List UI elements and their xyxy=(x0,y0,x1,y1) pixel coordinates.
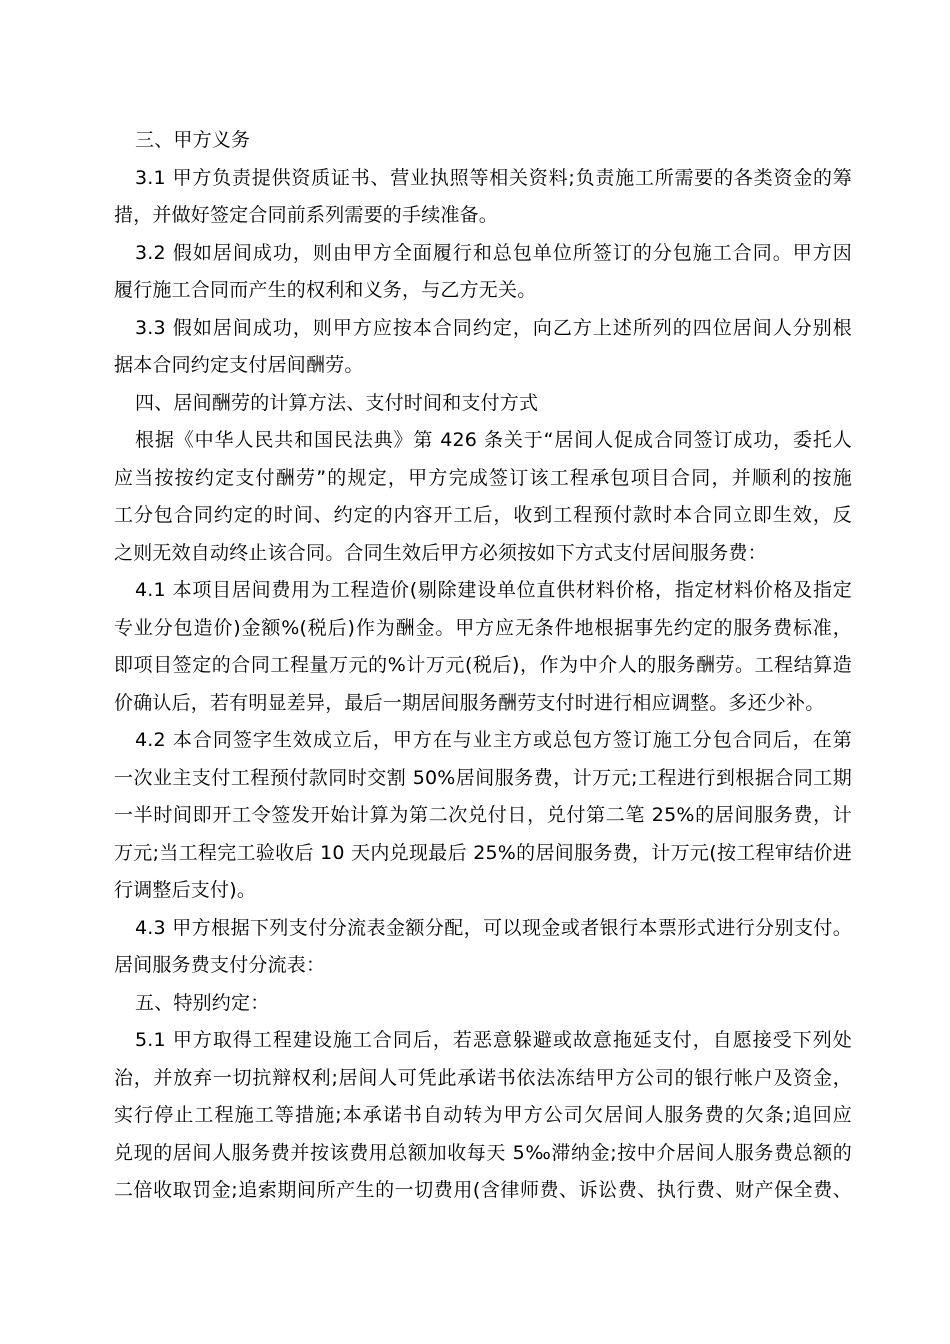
paragraph-line: 工分包合同约定的时间、约定的内容开工后，收到工程预付款时本合同立即生效，反 xyxy=(114,504,852,526)
section-heading-special-agreements: 五、特别约定： xyxy=(135,991,270,1014)
paragraph-line: 5.1 甲方取得工程建设施工合同后，若恶意躲避或故意拖延支付，自愿接受下列处 xyxy=(135,1029,852,1051)
paragraph-line: 3.3 假如居间成功，则甲方应按本合同约定，向乙方上述所列的四位居间人分别根 xyxy=(135,316,852,339)
paragraph-line: 一半时间即开工令签发开始计算为第二次兑付日，兑付第二笔 25%的居间服务费，计 xyxy=(114,804,852,826)
paragraph-line: 万元;当工程完工验收后 10 天内兑现最后 25%的居间服务费，计万元(按工程审结价进 xyxy=(114,841,852,864)
paragraph-line: 行调整后支付)。 xyxy=(114,879,257,901)
paragraph-line: 实行停止工程施工等措施;本承诺书自动转为甲方公司欠居间人服务费的欠条;追回应 xyxy=(114,1104,852,1126)
paragraph-line: 居间服务费支付分流表： xyxy=(114,954,326,976)
paragraph-line: 兑现的居间人服务费并按该费用总额加收每天 5‰滞纳金;按中介居间人服务费总额的 xyxy=(114,1141,852,1164)
paragraph-line: 应当按按约定支付酬劳”的规定，甲方完成签订该工程承包项目合同，并顺利的按施 xyxy=(114,466,852,489)
paragraph-line: 价确认后，若有明显差异，最后一期居间服务酬劳支付时进行相应调整。多还少补。 xyxy=(114,691,825,714)
paragraph-line: 4.2 本合同签字生效成立后，甲方在与业主方或总包方签订施工分包合同后，在第 xyxy=(135,729,852,751)
paragraph-line: 即项目签定的合同工程量万元的%计万元(税后)，作为中介人的服务酬劳。工程结算造 xyxy=(114,654,852,676)
section-heading-party-a-obligations: 三、甲方义务 xyxy=(135,129,251,151)
paragraph-line: 据本合同约定支付居间酬劳。 xyxy=(114,354,364,376)
document-body xyxy=(114,122,852,1210)
paragraph-line: 履行施工合同而产生的权利和义务，与乙方无关。 xyxy=(114,279,537,301)
section-heading-commission-calculation: 四、居间酬劳的计算方法、支付时间和支付方式 xyxy=(135,391,539,414)
paragraph-line: 二倍收取罚金;追索期间所产生的一切费用(含律师费、诉讼费、执行费、财产保全费、 xyxy=(114,1179,852,1201)
paragraph-line: 措，并做好签定合同前系列需要的手续准备。 xyxy=(114,204,499,226)
paragraph-line: 4.1 本项目居间费用为工程造价(剔除建设单位直供材料价格，指定材料价格及指定 xyxy=(135,579,852,601)
paragraph-line: 之则无效自动终止该合同。合同生效后甲方必须按如下方式支付居间服务费： xyxy=(114,541,767,564)
paragraph-line: 3.2 假如居间成功，则由甲方全面履行和总包单位所签订的分包施工合同。甲方因 xyxy=(135,241,852,264)
paragraph-line: 一次业主支付工程预付款同时交割 50%居间服务费，计万元;工程进行到根据合同工期 xyxy=(114,766,852,789)
paragraph-line: 4.3 甲方根据下列支付分流表金额分配，可以现金或者银行本票形式进行分别支付。 xyxy=(135,916,852,939)
paragraph-line: 根据《中华人民共和国民法典》第 426 条关于“居间人促成合同签订成功，委托人 xyxy=(135,429,852,451)
paragraph-line: 专业分包造价)金额%(税后)作为酬金。甲方应无条件地根据事先约定的服务费标准， xyxy=(114,616,852,639)
paragraph-line: 治，并放弃一切抗辩权利;居间人可凭此承诺书依法冻结甲方公司的银行帐户及资金， xyxy=(114,1066,852,1089)
paragraph-line: 3.1 甲方负责提供资质证书、营业执照等相关资料;负责施工所需要的各类资金的筹 xyxy=(135,166,852,189)
